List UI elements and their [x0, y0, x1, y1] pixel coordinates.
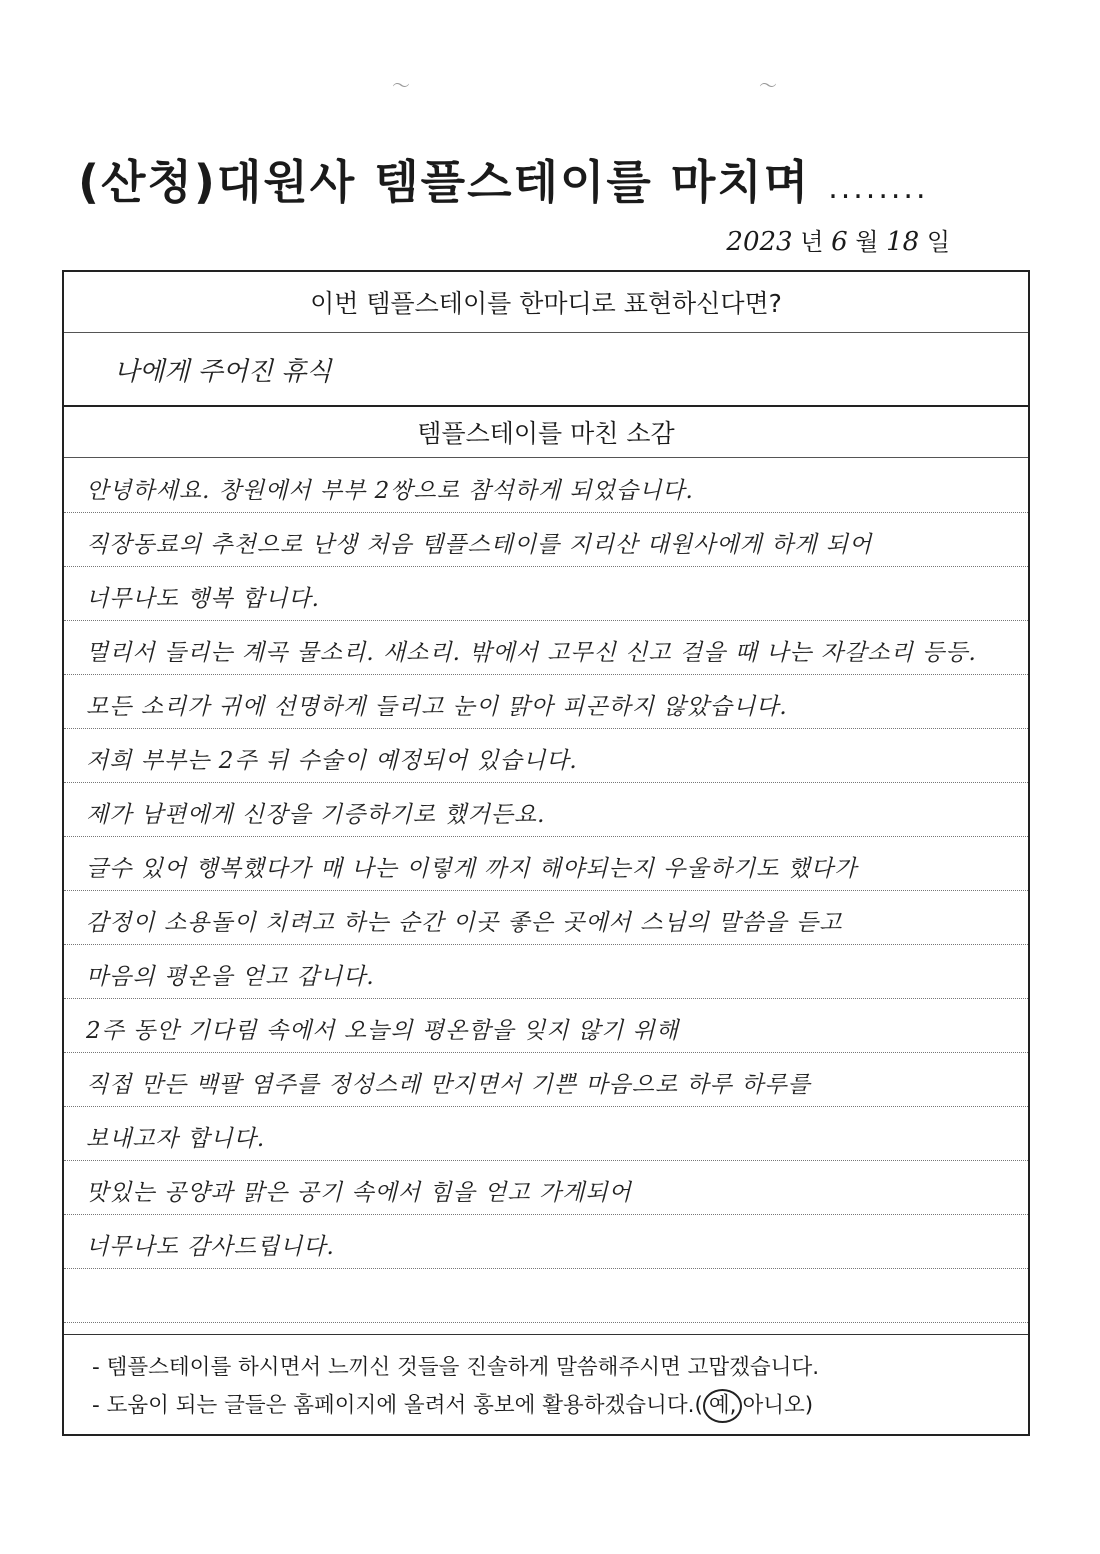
option-yes-circled: 예,: [703, 1389, 743, 1423]
punch-hole-mark-left: 〜: [392, 76, 410, 97]
impression-line: 저희 부부는 2주 뒤 수술이 예정되어 있습니다.: [86, 748, 578, 774]
date-month: 6: [831, 227, 848, 257]
ruled-line: [64, 890, 1028, 891]
answer-row: [64, 333, 1028, 407]
ruled-line: [64, 728, 1028, 729]
title-text: (산청)대원사 템플스테이를 마치며: [78, 155, 811, 209]
note-1: - 템플스테이를 하시면서 느끼신 것들을 진솔하게 말씀해주시면 고맙겠습니다.: [92, 1355, 820, 1380]
ruled-line: [64, 674, 1028, 675]
punch-hole-mark-right: 〜: [759, 76, 777, 97]
date-day: 18: [886, 227, 920, 257]
ruled-line: [64, 512, 1028, 513]
impression-line: 안녕하세요. 창원에서 부부 2쌍으로 참석하게 되었습니다.: [86, 478, 694, 504]
date-day-label: 일: [926, 228, 950, 256]
note-2-close-paren: ): [804, 1393, 814, 1418]
ruled-line: [64, 1268, 1028, 1269]
impression-line: 직장동료의 추천으로 난생 처음 템플스테이를 지리산 대원사에게 하게 되어: [86, 532, 873, 558]
ruled-line: [64, 1052, 1028, 1053]
ruled-line: [64, 620, 1028, 621]
note-2-open-paren: (: [694, 1393, 703, 1418]
note-2-text: - 도움이 되는 글들은 홈페이지에 올려서 홍보에 활용하겠습니다.: [92, 1393, 695, 1418]
date-line: [726, 222, 950, 257]
impression-line: 마음의 평온을 얻고 갑니다.: [86, 964, 375, 990]
impression-line: 감정이 소용돌이 치려고 하는 순간 이곳 좋은 곳에서 스님의 말씀을 듣고: [86, 910, 843, 936]
impression-line: 2주 동안 기다림 속에서 오늘의 평온함을 잊지 않기 위해: [86, 1018, 679, 1044]
note-2: [92, 1387, 1028, 1425]
impressions-area: [64, 458, 1028, 1335]
ruled-line: [64, 944, 1028, 945]
impression-line: 너무나도 행복 합니다.: [86, 586, 320, 612]
title-dots: ........: [828, 171, 929, 206]
impression-line: 멀리서 들리는 계곡 물소리. 새소리. 밖에서 고무신 신고 걸을 때 나는 자갈소리 등등.: [86, 640, 977, 666]
date-month-label: 월: [855, 228, 879, 256]
impression-line: 너무나도 감사드립니다.: [86, 1234, 335, 1260]
date-year-label: 년: [800, 228, 824, 256]
ruled-line: [64, 998, 1028, 999]
impression-line: 맛있는 공양과 맑은 공기 속에서 힘을 얻고 가게되어: [86, 1180, 632, 1206]
date-year: 2023: [726, 227, 793, 257]
feedback-form: [62, 270, 1030, 1436]
ruled-line: [64, 1322, 1028, 1323]
section-title-row: [64, 407, 1028, 458]
impression-line: 모든 소리가 귀에 선명하게 들리고 눈이 맑아 피곤하지 않았습니다.: [86, 694, 788, 720]
question-row: [64, 272, 1028, 333]
ruled-line: [64, 1160, 1028, 1161]
impression-line: 보내고자 합니다.: [86, 1126, 266, 1152]
ruled-line: [64, 1106, 1028, 1107]
option-no: 아니오: [742, 1393, 805, 1418]
impression-line: 글수 있어 행복했다가 매 나는 이렇게 까지 해야되는지 우울하기도 했다가: [86, 856, 858, 882]
notes-area: [64, 1335, 1028, 1425]
impression-line: 직접 만든 백팔 염주를 정성스레 만지면서 기쁜 마음으로 하루 하루를: [86, 1072, 811, 1098]
ruled-line: [64, 782, 1028, 783]
impression-line: 제가 남편에게 신장을 기증하기로 했거든요.: [86, 802, 546, 828]
ruled-line: [64, 836, 1028, 837]
question-text: 이번 템플스테이를 한마디로 표현하신다면?: [310, 289, 782, 318]
ruled-line: [64, 1214, 1028, 1215]
ruled-line: [64, 566, 1028, 567]
answer-text: 나에게 주어진 휴식: [114, 356, 332, 387]
section-title: 템플스테이를 마친 소감: [417, 419, 675, 448]
page-title: [78, 146, 1038, 210]
